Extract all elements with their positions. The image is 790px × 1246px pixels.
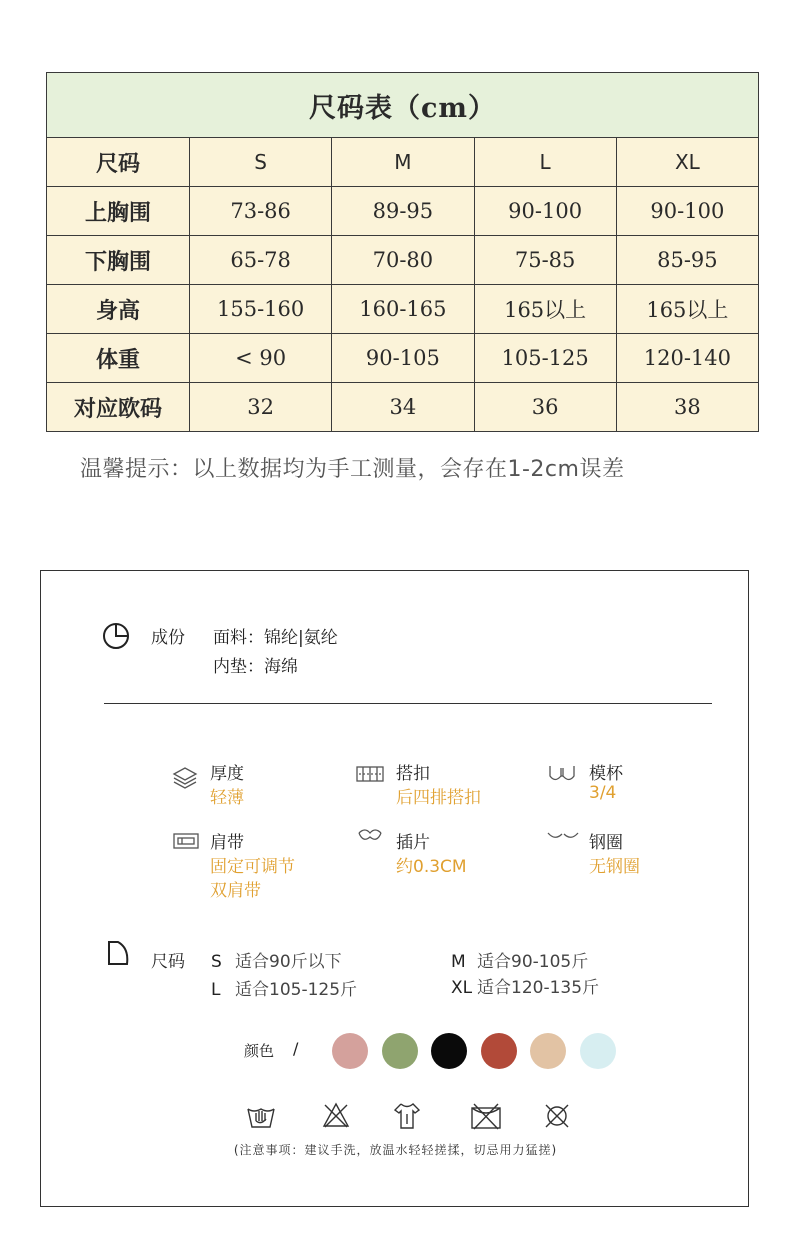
colors-separator: / <box>293 1039 299 1058</box>
hand-wash-icon <box>246 1101 276 1129</box>
fabric-line <box>213 623 338 648</box>
table-cell: 34 <box>332 383 474 432</box>
size-header: L <box>474 138 616 187</box>
care-note: (注意事项：建议手洗，放温水轻轻搓揉，切忌用力猛搓) <box>233 1143 558 1157</box>
table-row <box>47 236 759 285</box>
size-desc: 适合105-125斤 <box>235 980 358 1000</box>
table-cell: 70-80 <box>332 236 474 285</box>
pad-line <box>213 652 298 677</box>
pad-label: 内垫： <box>213 657 264 677</box>
table-cell: 90-100 <box>616 187 758 236</box>
table-cell: 90-100 <box>474 187 616 236</box>
feature-label-clasp: 搭扣 <box>396 764 430 784</box>
feature-value-clasp: 后四排搭扣 <box>396 788 481 808</box>
fabric-value: 锦纶|氨纶 <box>264 628 338 648</box>
feature-label-strap: 肩带 <box>210 833 244 853</box>
table-cell: 38 <box>616 383 758 432</box>
table-cell: 73-86 <box>190 187 332 236</box>
bra-cup-icon <box>548 764 576 784</box>
feature-value-thickness: 轻薄 <box>210 788 244 808</box>
size-item <box>211 947 342 972</box>
size-item <box>451 973 599 998</box>
table-cell: 85-95 <box>616 236 758 285</box>
size-desc: 适合90斤以下 <box>235 952 342 972</box>
tag-icon <box>107 940 131 966</box>
no-dry-clean-icon <box>543 1102 571 1130</box>
row-header: 体重 <box>47 334 190 383</box>
table-cell: 165以上 <box>474 285 616 334</box>
row-header: 上胸围 <box>47 187 190 236</box>
table-row <box>47 334 759 383</box>
feature-value-insert: 约0.3CM <box>396 857 467 877</box>
table-cell: 75-85 <box>474 236 616 285</box>
divider <box>104 703 712 704</box>
table-cell: 120-140 <box>616 334 758 383</box>
no-tumble-dry-icon <box>470 1102 502 1130</box>
sizes-label: 尺码 <box>151 952 185 972</box>
row-header: 下胸围 <box>47 236 190 285</box>
size-table <box>46 72 759 432</box>
size-item <box>451 947 588 972</box>
size-header: M <box>332 138 474 187</box>
color-swatch[interactable] <box>382 1033 418 1069</box>
feature-label-cup: 模杯 <box>589 764 623 784</box>
table-cell: 155-160 <box>190 285 332 334</box>
table-cell: 160-165 <box>332 285 474 334</box>
no-bleach-icon <box>322 1101 350 1129</box>
feature-label-insert: 插片 <box>396 833 430 853</box>
table-cell: 89-95 <box>332 187 474 236</box>
hang-dry-icon <box>393 1100 421 1130</box>
feature-label-underwire: 钢圈 <box>589 833 623 853</box>
row-header: 对应欧码 <box>47 383 190 432</box>
size-desc: 适合120-135斤 <box>477 978 600 998</box>
color-swatch[interactable] <box>332 1033 368 1069</box>
table-cell: 90-105 <box>332 334 474 383</box>
table-cell: 165以上 <box>616 285 758 334</box>
size-table-title: 尺码表（cm） <box>47 73 759 138</box>
feature-value-underwire: 无钢圈 <box>589 857 640 877</box>
color-swatch[interactable] <box>530 1033 566 1069</box>
layers-icon <box>172 764 198 790</box>
size-code: L <box>211 980 221 1000</box>
table-cell: 65-78 <box>190 236 332 285</box>
feature-value-strap-2: 双肩带 <box>210 881 261 901</box>
table-cell: 36 <box>474 383 616 432</box>
size-code: XL <box>451 978 473 998</box>
size-desc: 适合90-105斤 <box>477 952 589 972</box>
pad-value: 海绵 <box>264 657 298 677</box>
size-code: M <box>451 952 466 972</box>
colors-label: 颜色 <box>244 1042 275 1060</box>
underwire-icon <box>547 829 579 843</box>
pie-chart-icon <box>101 621 131 651</box>
color-swatch[interactable] <box>431 1033 467 1069</box>
feature-value-strap: 固定可调节 <box>210 857 295 877</box>
measurement-tip: 温馨提示：以上数据均为手工测量，会存在1-2cm误差 <box>80 457 625 482</box>
row-header: 尺码 <box>47 138 190 187</box>
table-cell: 105-125 <box>474 334 616 383</box>
composition-label: 成份 <box>151 628 185 648</box>
color-swatch[interactable] <box>580 1033 616 1069</box>
table-row <box>47 138 759 187</box>
table-row <box>47 187 759 236</box>
size-item <box>211 975 357 1000</box>
size-header: XL <box>616 138 758 187</box>
size-header: S <box>190 138 332 187</box>
row-header: 身高 <box>47 285 190 334</box>
feature-label-thickness: 厚度 <box>210 764 244 784</box>
strap-icon <box>173 832 199 850</box>
product-info-card <box>40 570 749 1207</box>
insert-pad-icon <box>357 827 383 845</box>
feature-value-cup: 3/4 <box>589 783 617 803</box>
fabric-label: 面料： <box>213 628 264 648</box>
color-swatch[interactable] <box>481 1033 517 1069</box>
table-row <box>47 383 759 432</box>
table-row <box>47 285 759 334</box>
table-cell: < 90 <box>190 334 332 383</box>
table-cell: 32 <box>190 383 332 432</box>
size-code: S <box>211 952 222 972</box>
hook-clasp-icon <box>356 765 384 783</box>
